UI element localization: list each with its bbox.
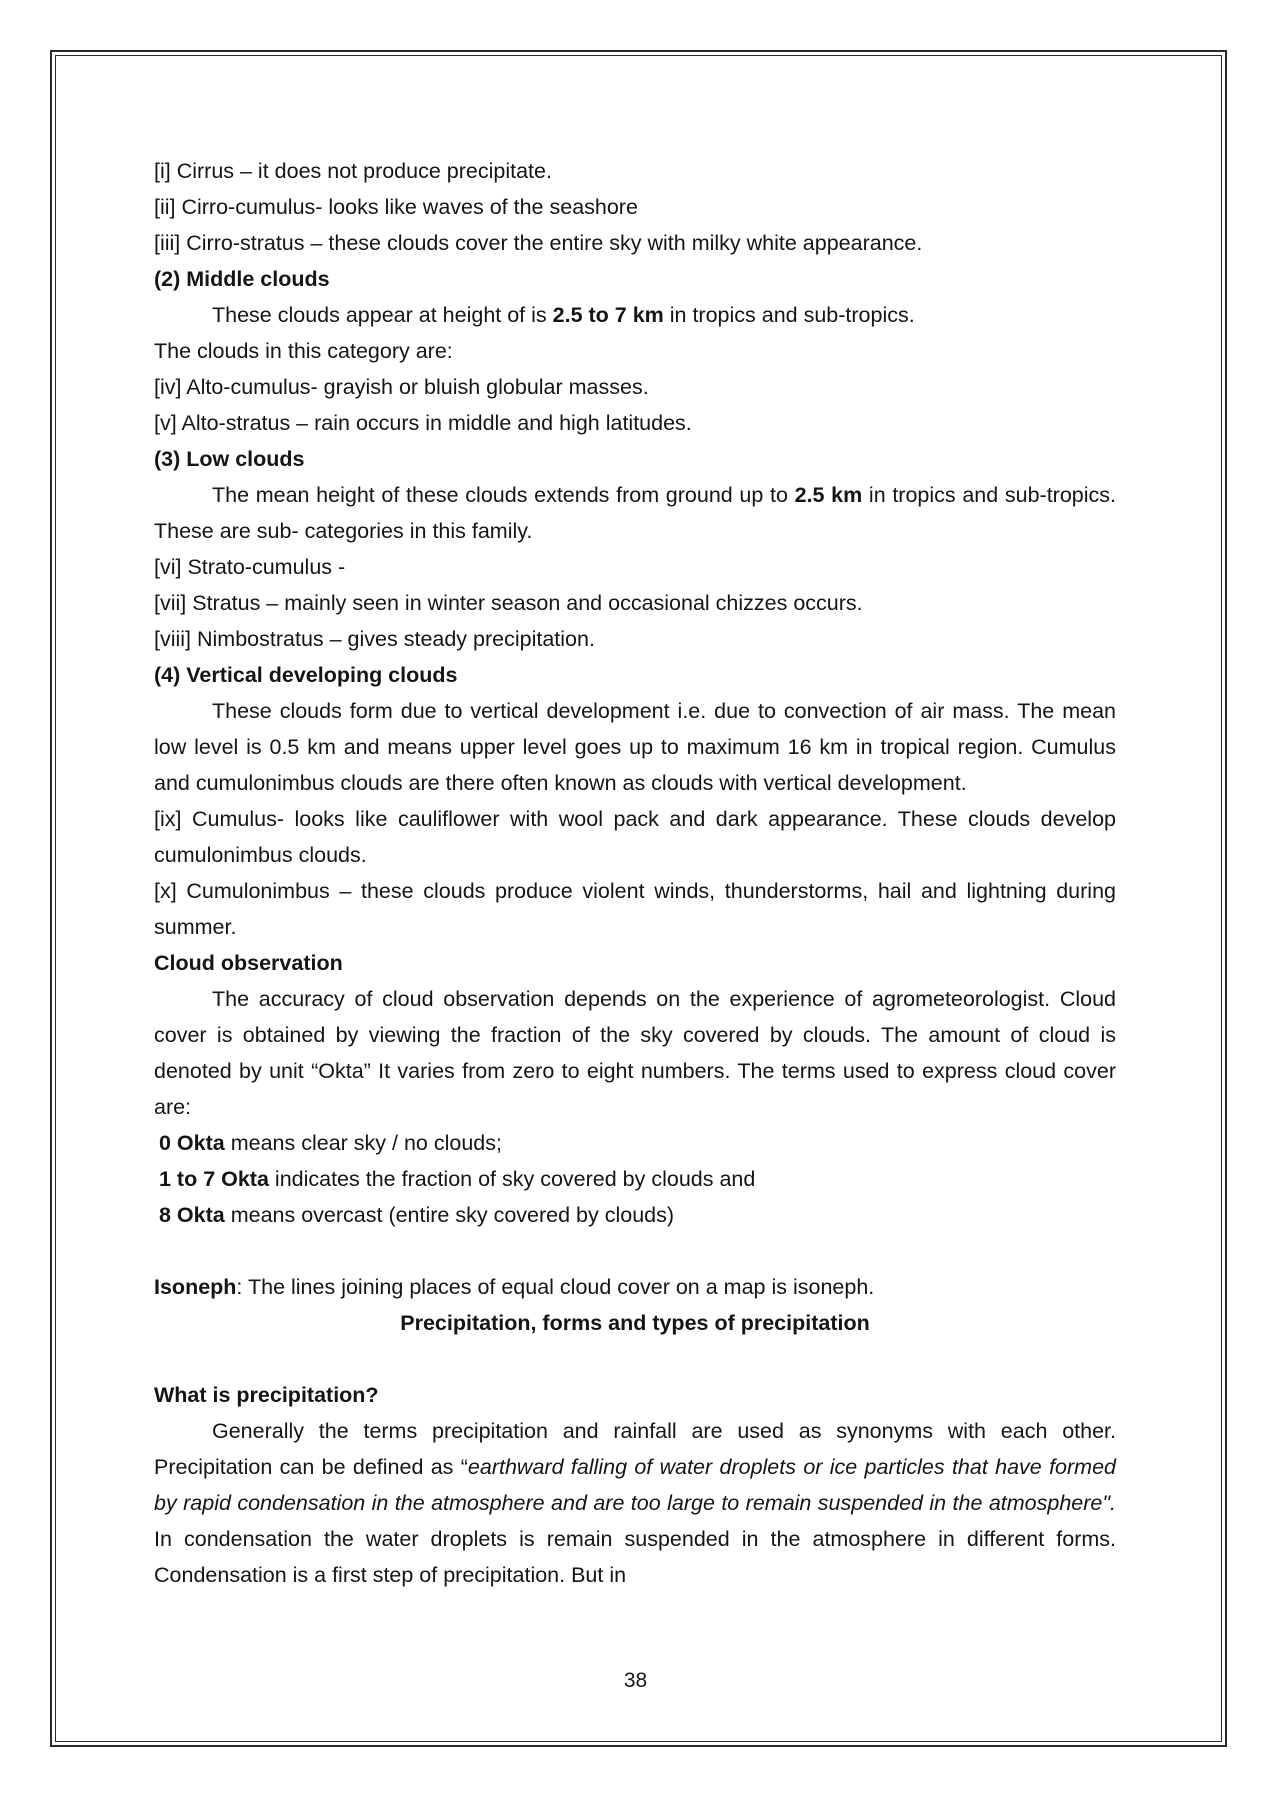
low-clouds-height: 2.5 km xyxy=(794,483,863,507)
low-clouds-intro: The mean height of these clouds extends from ground up to 2.5 km in tropics and sub-tropics. These are sub- categories in this family. xyxy=(154,483,1116,543)
middle-clouds-category-line: The clouds in this category are: xyxy=(154,339,453,363)
cloud-item-v: [v] Alto-stratus – rain occurs in middle and high latitudes. xyxy=(154,411,692,435)
cloud-item-iii: [iii] Cirro-stratus – these clouds cover the entire sky with milky white appearance. xyxy=(154,231,923,255)
heading-cloud-observation: Cloud observation xyxy=(154,951,343,975)
cloud-item-ix: [ix] Cumulus- looks like cauliflower with wool pack and dark appearance. These clouds develop cumulonimbus clouds. xyxy=(154,807,1116,867)
page-content xyxy=(154,153,1116,1593)
section-title-precipitation: Precipitation, forms and types of precipitation xyxy=(400,1311,870,1335)
middle-clouds-height: 2.5 to 7 km xyxy=(552,303,664,327)
cloud-item-viii: [viii] Nimbostratus – gives steady precipitation. xyxy=(154,627,595,651)
heading-what-is-precipitation: What is precipitation? xyxy=(154,1383,379,1407)
cloud-item-i: [i] Cirrus – it does not produce precipitate. xyxy=(154,159,552,183)
precipitation-definition-quote: earthward falling of water droplets or ice particles that have formed by rapid condensation in the atmosphere and are too large to remain suspended in the atmosphere". xyxy=(154,1455,1116,1515)
middle-clouds-intro: These clouds appear at height of is 2.5 to 7 km in tropics and sub-tropics. xyxy=(212,303,915,327)
okta-0-line: 0 Okta means clear sky / no clouds; xyxy=(159,1131,502,1155)
okta-1-7-line: 1 to 7 Okta indicates the fraction of sky covered by clouds and xyxy=(159,1167,756,1191)
cloud-item-iv: [iv] Alto-cumulus- grayish or bluish globular masses. xyxy=(154,375,649,399)
cloud-item-vi: [vi] Strato-cumulus - xyxy=(154,555,346,579)
page-number: 38 xyxy=(623,1669,648,1692)
cloud-item-vii: [vii] Stratus – mainly seen in winter season and occasional chizzes occurs. xyxy=(154,591,863,615)
okta-8-line: 8 Okta means overcast (entire sky covered by clouds) xyxy=(159,1203,675,1227)
vertical-clouds-intro: These clouds form due to vertical development i.e. due to convection of air mass. The mean low level is 0.5 km and means upper level goes up to maximum 16 km in tropical region. Cumulus and cumulonimbus clouds are there often known as clouds with vertical development. xyxy=(154,699,1116,795)
cloud-observation-intro: The accuracy of cloud observation depends on the experience of agrometeorologist. Cloud cover is obtained by viewing the fraction of the sky covered by clouds. The amount of cloud is denoted by unit “Okta” It varies from zero to eight numbers. The terms used to express cloud cover are: xyxy=(154,987,1116,1119)
isoneph-definition: Isoneph: The lines joining places of equal cloud cover on a map is isoneph. xyxy=(154,1275,875,1299)
heading-vertical-clouds: (4) Vertical developing clouds xyxy=(154,663,458,687)
precipitation-definition: Generally the terms precipitation and rainfall are used as synonyms with each other. Precipitation can be defined as “earthward falling of water droplets or ice particles that have formed by rapid condensation in the atmosphere and are too large to remain suspended in the atmosphere". In condensation the water droplets is remain suspended in the atmosphere in different forms. Condensation is a first step of precipitation. But in xyxy=(154,1419,1116,1587)
cloud-item-x: [x] Cumulonimbus – these clouds produce violent winds, thunderstorms, hail and lightning during summer. xyxy=(154,879,1116,939)
cloud-item-ii: [ii] Cirro-cumulus- looks like waves of the seashore xyxy=(154,195,638,219)
spacer xyxy=(154,1233,1116,1269)
spacer xyxy=(154,1341,1116,1377)
heading-low-clouds: (3) Low clouds xyxy=(154,447,305,471)
heading-middle-clouds: (2) Middle clouds xyxy=(154,267,330,291)
